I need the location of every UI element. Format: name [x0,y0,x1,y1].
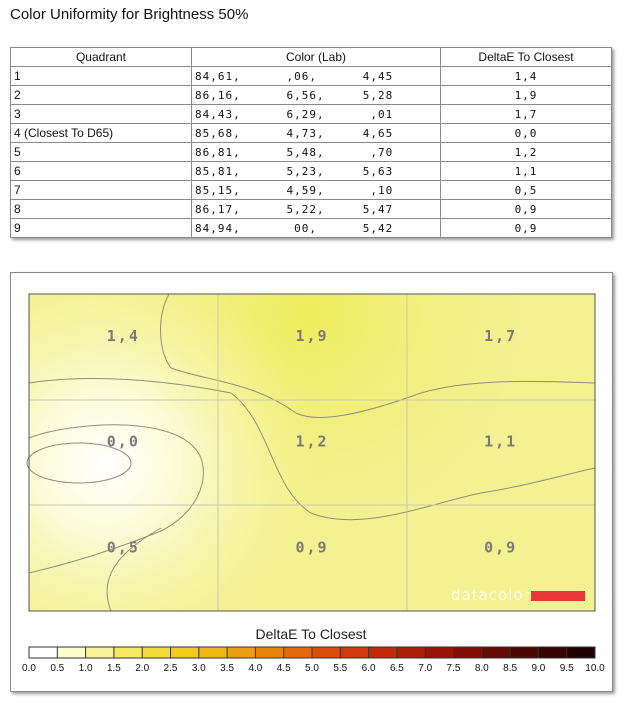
legend-tick-label: 1.0 [78,663,93,674]
table-row [11,124,612,143]
cell-color-lab: 86,81, 5,48, ,70 [192,143,441,162]
legend-tick-label: 8.5 [503,663,518,674]
cell-deltae: 0,9 [441,200,612,219]
legend-color-swatch [255,647,284,658]
legend-title: DeltaE To Closest [255,626,367,642]
legend-tick-label: 5.0 [305,663,319,674]
cell-quadrant: 7 [11,181,192,200]
table-row [11,143,612,162]
legend-tick-label: 6.0 [361,663,376,674]
legend-color-swatch [397,647,426,658]
watermark-bar [531,591,585,601]
column-header-color-lab: Color (Lab) [192,48,441,67]
cell-quadrant: 6 [11,162,192,181]
legend-tick-label: 7.5 [446,663,461,674]
cell-color-lab: 84,61, ,06, 4,45 [192,67,441,86]
legend-color-swatch [57,647,86,658]
legend-color-swatch [538,647,567,658]
legend-tick-label: 10.0 [585,663,605,674]
legend-tick-label: 3.5 [220,663,235,674]
legend-color-swatch [86,647,115,658]
cell-value-label: 1,4 [106,327,140,345]
cell-deltae: 1,2 [441,143,612,162]
cell-quadrant: 1 [11,67,192,86]
legend-color-swatch [227,647,256,658]
legend-tick-label: 2.0 [135,663,150,674]
legend-tick-label: 0.0 [22,663,36,674]
cell-deltae: 1,9 [441,86,612,105]
cell-color-lab: 84,94, 00, 5,42 [192,219,441,238]
cell-deltae: 0,0 [441,124,612,143]
table-row [11,219,612,238]
table-row [11,67,612,86]
cell-deltae: 1,1 [441,162,612,181]
table-row [11,162,612,181]
legend-color-swatch [29,647,58,658]
cell-deltae: 0,5 [441,181,612,200]
legend-color-swatch [284,647,313,658]
legend-color-swatch [340,647,369,658]
column-header-deltae: DeltaE To Closest [441,48,612,67]
color-legend [22,647,605,674]
page-title: Color Uniformity for Brightness 50% [10,6,249,23]
cell-quadrant: 5 [11,143,192,162]
legend-color-swatch [567,647,596,658]
legend-color-swatch [425,647,454,658]
legend-color-swatch [454,647,483,658]
uniformity-chart-panel [10,272,613,692]
legend-tick-label: 2.5 [163,663,178,674]
cell-quadrant: 8 [11,200,192,219]
table-row [11,86,612,105]
cell-value-label: 1,7 [484,327,518,345]
legend-tick-label: 7.0 [418,663,433,674]
cell-quadrant: 4 (Closest To D65) [11,124,192,143]
cell-color-lab: 86,17, 5,22, 5,47 [192,200,441,219]
cell-color-lab: 86,16, 6,56, 5,28 [192,86,441,105]
legend-tick-label: 8.0 [474,663,489,674]
cell-deltae: 1,7 [441,105,612,124]
column-header-quadrant: Quadrant [11,48,192,67]
quadrant-table [10,47,612,238]
legend-color-swatch [510,647,539,658]
cell-deltae: 1,4 [441,67,612,86]
cell-value-label: 0,0 [106,432,140,451]
legend-color-swatch [171,647,200,658]
cell-value-label: 0,9 [484,538,518,557]
legend-color-swatch [482,647,511,658]
legend-tick-label: 5.5 [333,663,348,674]
legend-color-swatch [114,647,143,658]
cell-value-label: 0,9 [295,538,329,557]
cell-color-lab: 85,68, 4,73, 4,65 [192,124,441,143]
legend-tick-label: 0.5 [50,663,65,674]
table-row [11,200,612,219]
watermark-text: datacolor [451,586,531,604]
cell-quadrant: 9 [11,219,192,238]
legend-color-swatch [199,647,228,658]
legend-tick-label: 4.5 [276,663,291,674]
legend-tick-label: 3.0 [191,663,206,674]
cell-color-lab: 85,81, 5,23, 5,63 [192,162,441,181]
table-row [11,105,612,124]
cell-quadrant: 2 [11,86,192,105]
cell-value-label: 1,1 [484,432,518,451]
legend-color-swatch [369,647,398,658]
cell-value-label: 1,9 [295,327,329,345]
legend-color-swatch [312,647,341,658]
legend-tick-label: 9.5 [559,663,574,674]
cell-color-lab: 85,15, 4,59, ,10 [192,181,441,200]
legend-tick-label: 4.0 [248,663,263,674]
table-row [11,181,612,200]
legend-tick-label: 1.5 [106,663,121,674]
cell-color-lab: 84,43, 6,29, ,01 [192,105,441,124]
legend-color-swatch [142,647,171,658]
uniformity-heatmap-svg [11,273,612,691]
legend-tick-label: 9.0 [531,663,546,674]
cell-value-label: 0,5 [106,538,140,557]
cell-value-label: 1,2 [295,432,329,451]
table-header-row [11,48,612,67]
cell-quadrant: 3 [11,105,192,124]
table-body [11,67,612,238]
legend-tick-label: 6.5 [389,663,404,674]
cell-deltae: 0,9 [441,219,612,238]
